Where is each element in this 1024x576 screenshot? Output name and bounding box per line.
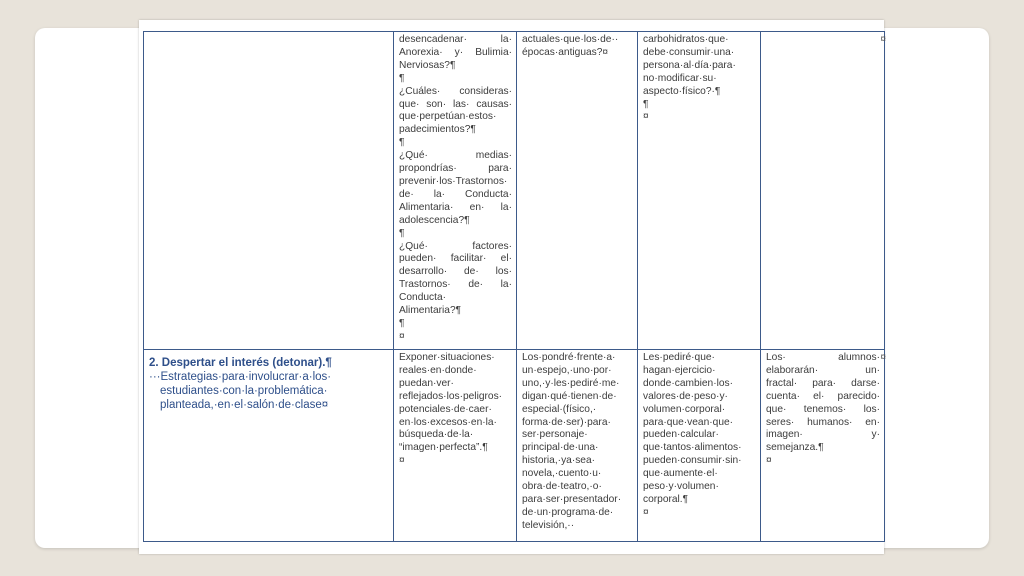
table-row <box>144 32 885 350</box>
cell-text-line: Los· alumnos· <box>766 352 880 363</box>
cell-text-line: corporal.¶ <box>643 493 689 505</box>
cell-text-line: cuenta· el· parecido· <box>766 390 880 402</box>
cell-text-line: seres· humanos· en· <box>766 416 880 428</box>
cell-text-line: para·que·vean·que· <box>643 416 734 428</box>
cell-end-mark: ¤ <box>880 352 886 363</box>
cell-end-mark: ¤ <box>880 34 886 45</box>
cell-text-line: actuales·que·los·de·· <box>522 34 619 45</box>
phase-description <box>149 370 389 412</box>
cell-text-line: ¿Qué· medias· <box>399 150 512 162</box>
table-cell-mirror-activity <box>517 350 638 542</box>
cell-text-line: ¤ <box>766 455 772 467</box>
cell-text-line: televisión,·· <box>522 519 575 531</box>
cell-text-line: ¶ <box>399 227 405 239</box>
table-cell-phase-empty <box>144 32 394 350</box>
cell-text-line: ¤ <box>643 506 649 518</box>
table-cell-phase-2 <box>144 350 394 542</box>
cell-text-line: épocas·antiguas?¤ <box>522 46 609 58</box>
cell-text-line: Exponer·situaciones· <box>399 352 495 363</box>
cell-text-line: ¿Cuáles· consideras· <box>399 85 512 97</box>
table-cell-empty <box>761 32 885 350</box>
cell-text-line: ¤ <box>399 455 405 467</box>
cell-text-line: desencadenar· la· <box>399 34 512 45</box>
cell-text-line: puedan·ver· <box>399 377 454 389</box>
cell-text-line: Los·pondré·frente·a· <box>522 352 616 363</box>
cell-text-line: propondrías· para· <box>399 163 512 175</box>
cell-text-line: uno,·y·les·pediré·me· <box>522 377 620 389</box>
cell-text-line: padecimientos?¶ <box>399 124 476 136</box>
cell-text-line: ¶ <box>399 137 405 149</box>
table-cell-questions <box>394 32 517 350</box>
lesson-plan-table <box>143 31 885 542</box>
cell-text-line: ¤ <box>643 111 649 123</box>
cell-text-line: valores·de·peso·y· <box>643 390 728 402</box>
cell-text-line: forma·de·ser)·para· <box>522 416 611 428</box>
cell-text-line: hagan·ejercicio· <box>643 364 716 376</box>
cell-text-line: reflejados·los·peligros· <box>399 390 503 402</box>
cell-text-line: que· tenemos· los· <box>766 403 880 415</box>
cell-text-line: que·perpetúan·estos· <box>399 111 497 123</box>
cell-text-line: desarrollo· de· los· <box>399 266 512 278</box>
cell-text-line: ¶ <box>643 98 649 110</box>
cell-text-line: pueden·consumir·sin· <box>643 455 742 467</box>
cell-text-line: de· la· Conducta· <box>399 188 512 200</box>
cell-text-line: ¤ <box>399 330 405 342</box>
cell-text-line: debe·consumir·una· <box>643 46 735 58</box>
cell-text-line: Alimentaria?¶ <box>399 305 462 317</box>
cell-text-line: fractal· para· darse· <box>766 377 880 389</box>
table-cell-situations <box>394 350 517 542</box>
cell-text-line: principal·de·una· <box>522 442 599 454</box>
cell-text-line: historia,·ya·sea· <box>522 455 596 467</box>
phase-description-line: estudiantes·con·la·problemática· <box>160 385 328 397</box>
cell-text-line: potenciales·de·caer· <box>399 403 492 415</box>
exercise-text <box>643 352 756 520</box>
cell-text-line: Anorexia· y· Bulimia· <box>399 46 512 58</box>
situations-text <box>399 352 512 468</box>
cell-text-line: para·ser·presentador· <box>522 493 622 505</box>
cell-text-line: adolescencia?¶ <box>399 214 470 226</box>
cell-text-line: de·un·programa·de· <box>522 506 614 518</box>
cell-text-line: ser·personaje· <box>522 429 588 441</box>
cell-text-line: en·los·excesos·en·la· <box>399 416 497 428</box>
table-cell-fractal <box>761 350 885 542</box>
cell-text-line: pueden·calcular· <box>643 429 719 441</box>
cell-text-line: elaborarán· un· <box>766 364 880 376</box>
cell-text-line: imagen· y· <box>766 429 880 441</box>
cell-text-line: ¿Qué· factores· <box>399 240 512 252</box>
table-cell-comparison <box>517 32 638 350</box>
cell-text-line: que·tantos·alimentos· <box>643 442 742 454</box>
phase-title: 2. Despertar el interés (detonar).¶ <box>149 357 332 369</box>
document-page <box>139 20 884 554</box>
cell-text-line: obra·de·teatro,·o· <box>522 481 602 493</box>
questions-text <box>399 34 512 344</box>
cell-text-line: “imagen·perfecta”.¶ <box>399 442 488 454</box>
cell-text-line: semejanza.¶ <box>766 442 824 454</box>
cell-text-line: carbohidratos·que· <box>643 34 729 45</box>
cell-text-line: prevenir·los·Trastornos· <box>399 175 508 187</box>
table-cell-exercise <box>638 350 761 542</box>
cell-text-line: Nerviosas?¶ <box>399 59 456 71</box>
cell-text-line: ¶ <box>399 72 405 84</box>
cell-text-line: pueden· facilitar· el· <box>399 253 512 265</box>
table-row <box>144 350 885 542</box>
table-cell-nutrition <box>638 32 761 350</box>
cell-text-line: ¶ <box>399 317 405 329</box>
cell-text-line: Alimentaria· en· la· <box>399 201 512 213</box>
cell-text-line: donde·cambien·los· <box>643 377 734 389</box>
cell-text-line: digan·qué·tienen·de· <box>522 390 617 402</box>
cell-text-line: volumen·corporal· <box>643 403 726 415</box>
nutrition-text <box>643 34 756 124</box>
cell-text-line: Conducta· <box>399 292 447 304</box>
cell-text-line: peso·y·volumen· <box>643 481 719 493</box>
comparison-text <box>522 34 633 60</box>
cell-text-line: no·modificar·su· <box>643 72 717 84</box>
cell-text-line: novela,·cuento·u· <box>522 468 602 480</box>
cell-text-line: especial·(físico,· <box>522 403 597 415</box>
cell-text-line: reales·en·donde· <box>399 364 477 376</box>
cell-text-line: que· son· las· causas· <box>399 98 512 110</box>
cell-text-line: búsqueda·de·la· <box>399 429 474 441</box>
phase-description-line: ···Estrategias·para·involucrar·a·los· <box>149 371 332 383</box>
fractal-text <box>766 352 880 468</box>
cell-text-line: persona·al·día·para· <box>643 59 736 71</box>
phase-description-line: planteada,·en·el·salón·de·clase¤ <box>160 399 329 411</box>
cell-text-line: Les·pediré·que· <box>643 352 715 363</box>
cell-text-line: que·aumente·el· <box>643 468 718 480</box>
mirror-activity-text <box>522 352 633 533</box>
cell-text-line: Trastornos· de· la· <box>399 279 512 291</box>
cell-text-line: aspecto·físico?·¶ <box>643 85 721 97</box>
cell-text-line: un·espejo,·uno·por· <box>522 364 612 376</box>
